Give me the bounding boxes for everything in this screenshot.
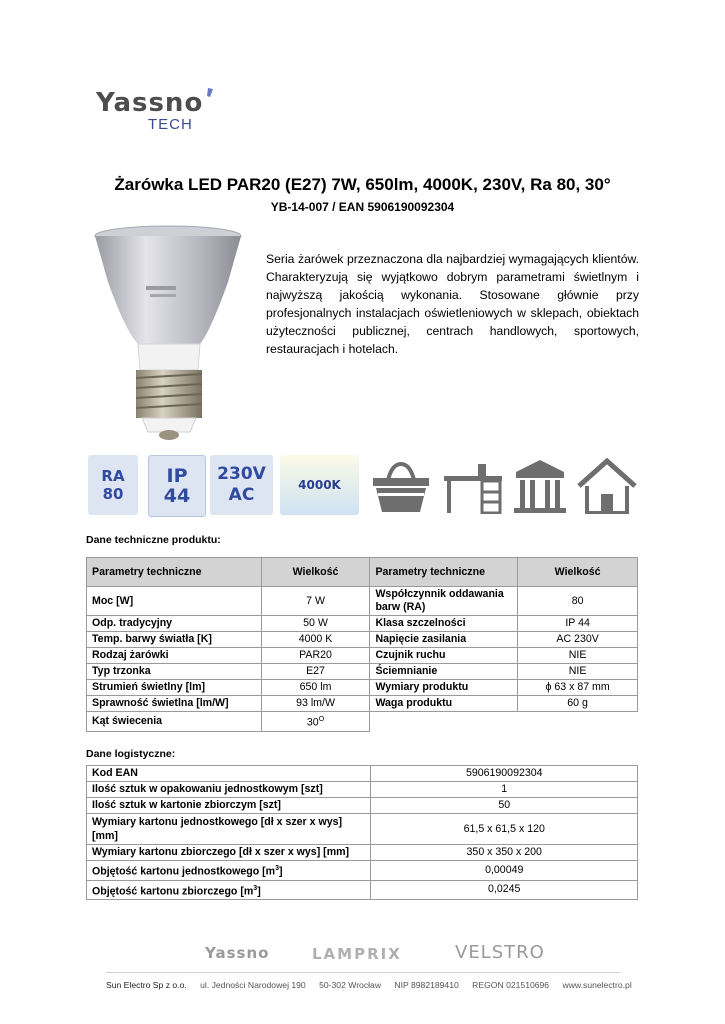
param-value: 60 g [518, 696, 638, 712]
column-header: Parametry techniczne [87, 558, 262, 587]
logistics-label: Wymiary kartonu zbiorczego [dł x szer x wys] [mm] [87, 845, 371, 861]
param-label: Klasa szczelności [370, 616, 518, 632]
company-info [106, 980, 632, 990]
logistics-label: Kod EAN [87, 766, 371, 782]
tech-section-label: Dane techniczne produktu: [86, 534, 221, 546]
company-nip: NIP 8982189410 [394, 980, 459, 990]
logistics-value: 5906190092304 [371, 766, 638, 782]
ra-badge [88, 455, 138, 515]
logistics-value: 1 [371, 782, 638, 798]
table-row [87, 845, 638, 861]
logo-wordmark: Yassno [96, 88, 204, 118]
technical-data-table [86, 557, 638, 732]
table-row [87, 712, 638, 732]
table-row [87, 861, 638, 881]
desk-icon [442, 458, 504, 514]
company-city: 50-302 Wrocław [319, 980, 382, 990]
param-label: Ściemnianie [370, 664, 518, 680]
logistics-value: 0,00049 [371, 861, 638, 881]
param-label: Typ trzonka [87, 664, 262, 680]
company-website[interactable]: www.sunelectro.pl [562, 980, 632, 990]
logistics-section-label: Dane logistyczne: [86, 748, 176, 760]
house-icon [577, 458, 637, 514]
param-label: Kąt świecenia [87, 712, 262, 732]
product-title: Żarówka LED PAR20 (E27) 7W, 650lm, 4000K, 230V, Ra 80, 30° [114, 175, 611, 194]
column-header: Wielkość [518, 558, 638, 587]
table-row [87, 696, 638, 712]
footer-divider [106, 972, 620, 973]
table-row [87, 766, 638, 782]
param-label: Strumień świetlny [lm] [87, 680, 262, 696]
company-street: ul. Jedności Narodowej 190 [200, 980, 306, 990]
param-label: Rodzaj żarówki [87, 648, 262, 664]
param-value: IP 44 [518, 616, 638, 632]
table-row [87, 798, 638, 814]
param-label: Waga produktu [370, 696, 518, 712]
table-row [87, 616, 638, 632]
table-row [87, 814, 638, 845]
volume-label: Objętość kartonu zbiorczego [m [92, 885, 254, 898]
color-temperature-badge [280, 455, 359, 515]
ra-badge-label: RA [101, 467, 125, 485]
logistics-label [87, 861, 371, 881]
table-row [87, 632, 638, 648]
param-value: 93 lm/W [261, 696, 370, 712]
voltage-badge [210, 455, 273, 515]
museum-building-icon [512, 458, 568, 514]
table-row [87, 648, 638, 664]
logistics-value: 350 x 350 x 200 [371, 845, 638, 861]
param-value: NIE [518, 648, 638, 664]
param-value: 4000 K [261, 632, 370, 648]
brand-logo [96, 88, 236, 138]
logistics-label [87, 880, 371, 900]
shopping-basket-icon [370, 458, 432, 514]
footer-brands [205, 940, 545, 970]
product-description: Seria żarówek przeznaczona dla najbardziej wymagających klientów. Charakteryzują się wyjątkowo dobrym parametrami świetlnym i najwyższą jakością wykonania. Stosowane głównie przy profesjonalnych instalacjach oświetleniowych w sklepach, obiektach użyteczności publicznej, centrach handlowych, sportowych, restauracjach i hotelach. [266, 252, 639, 356]
param-label: Sprawność świetlna [lm/W] [87, 696, 262, 712]
param-label: Odp. tradycyjny [87, 616, 262, 632]
param-label: Wymiary produktu [370, 680, 518, 696]
logistics-data-table [86, 765, 638, 900]
angle-value: 30 [306, 716, 319, 729]
logistics-label: Wymiary kartonu jednostkowego [dł x szer x wys] [mm] [87, 814, 371, 845]
param-label: Moc [W] [87, 587, 262, 616]
table-row [87, 782, 638, 798]
product-code: YB-14-007 / EAN 5906190092304 [270, 200, 455, 214]
logo-accent-icon [206, 88, 214, 98]
param-value: 650 lm [261, 680, 370, 696]
param-value: AC 230V [518, 632, 638, 648]
ip-badge-value: 44 [163, 485, 191, 507]
volume-label-end: ] [257, 885, 261, 898]
param-value: PAR20 [261, 648, 370, 664]
param-value: NIE [518, 664, 638, 680]
param-label: Współczynnik oddawania barw (RA) [370, 587, 518, 616]
column-header: Parametry techniczne [370, 558, 518, 587]
volume-label-end: ] [278, 865, 283, 878]
table-row [87, 680, 638, 696]
logistics-label: Ilość sztuk w kartonie zbiorczym [szt] [87, 798, 371, 814]
logistics-label: Ilość sztuk w opakowaniu jednostkowym [szt] [87, 782, 371, 798]
table-row [87, 664, 638, 680]
brand-lamprix: LAMPRIX [312, 945, 402, 963]
param-value: 7 W [261, 587, 370, 616]
param-value: ϕ 63 x 87 mm [518, 680, 638, 696]
degree-superscript: O [318, 716, 325, 723]
logo-subtitle: TECH [148, 116, 193, 133]
logistics-value: 50 [371, 798, 638, 814]
brand-yassno: Yassno [205, 944, 270, 962]
table-row [87, 587, 638, 616]
company-regon: REGON 021510696 [472, 980, 550, 990]
voltage-badge-type: AC [228, 485, 255, 505]
param-value: 80 [518, 587, 638, 616]
empty-cell [370, 712, 638, 732]
color-temperature-value: 4000K [298, 478, 341, 492]
param-label: Temp. barwy światła [K] [87, 632, 262, 648]
ip-badge-label: IP [166, 465, 188, 487]
table-row [87, 880, 638, 900]
param-label: Czujnik ruchu [370, 648, 518, 664]
ip-badge [148, 455, 206, 517]
volume-label: Objętość kartonu jednostkowego [m [92, 865, 276, 878]
unit-superscript: 3 [253, 884, 258, 892]
logistics-value: 0,0245 [371, 880, 638, 900]
param-value: 50 W [261, 616, 370, 632]
table-header-row [87, 558, 638, 587]
param-value: E27 [261, 664, 370, 680]
logistics-value: 61,5 x 61,5 x 120 [371, 814, 638, 845]
product-bulb-image [90, 222, 250, 444]
ra-badge-value: 80 [102, 485, 124, 503]
voltage-badge-value: 230V [217, 464, 266, 484]
param-value [261, 712, 370, 732]
unit-superscript: 3 [275, 865, 279, 872]
param-label: Napięcie zasilania [370, 632, 518, 648]
column-header: Wielkość [261, 558, 370, 587]
brand-velstro: VELSTRO [455, 942, 545, 963]
company-name: Sun Electro Sp z o.o. [106, 980, 187, 990]
